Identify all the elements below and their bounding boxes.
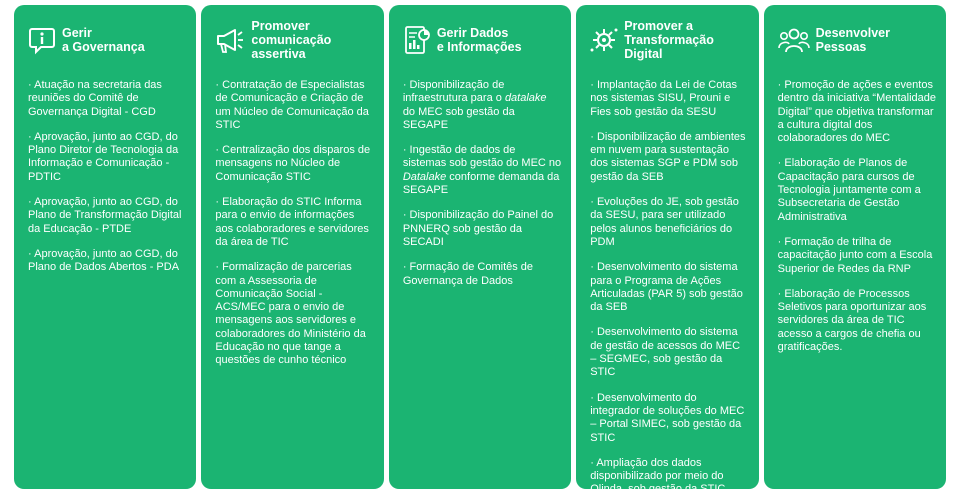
column-comunicacao bbox=[201, 5, 383, 489]
list-item: · Ampliação dos dados disponibilizado por meio do Olinda, sob gestão da STIC bbox=[590, 457, 748, 497]
column-header bbox=[28, 23, 186, 57]
column-governanca bbox=[14, 5, 196, 489]
column-header bbox=[590, 19, 748, 61]
column-dados bbox=[389, 5, 571, 489]
list-item: · Promoção de ações e eventos dentro da iniciativa “Mentalidade Digital” que objetiva transformar a cultura digital dos colaboradores do MEC bbox=[778, 79, 936, 145]
list-item: · Elaboração do STIC Informa para o envio de informações aos colaboradores e servidores da área de TIC bbox=[215, 196, 373, 249]
item-list bbox=[215, 79, 373, 368]
list-item: · Disponibilização de infraestrutura para o datalake do MEC sob gestão da SEGAPE bbox=[403, 79, 561, 132]
megaphone-icon bbox=[215, 26, 245, 54]
list-item: · Elaboração de Processos Seletivos para oportunizar aos servidores da área de TIC acesso a cargos de chefia ou gratificações. bbox=[778, 288, 936, 354]
column-header bbox=[778, 23, 936, 57]
column-transformacao bbox=[576, 5, 758, 496]
people-icon bbox=[778, 26, 810, 54]
gear-circuit-icon bbox=[590, 26, 618, 54]
list-item: · Desenvolvimento do sistema para o Programa de Ações Articuladas (PAR 5) sob gestão da SEB bbox=[590, 261, 748, 314]
column-title: Gerir Dados e Informações bbox=[436, 26, 522, 54]
list-item: · Aprovação, junto ao CGD, do Plano de Transformação Digital da Educação - PTDE bbox=[28, 196, 186, 236]
list-item: · Disponibilização do Painel do PNNERQ sob gestão da SECADI bbox=[403, 209, 561, 249]
item-list bbox=[590, 79, 748, 497]
list-item: · Formação de trilha de capacitação junto com a Escola Superior de Redes da RNP bbox=[778, 236, 936, 276]
item-list bbox=[28, 79, 186, 275]
list-item: · Contratação de Especialistas de Comunicação e Criação de um Núcleo de Comunicação da STIC bbox=[215, 79, 373, 132]
list-item: · Desenvolvimento do sistema de gestão de acessos do MEC – SEGMEC, sob gestão da STIC bbox=[590, 326, 748, 379]
column-header bbox=[403, 23, 561, 57]
item-list bbox=[778, 79, 936, 354]
info-chat-icon bbox=[28, 26, 56, 54]
column-pessoas bbox=[764, 5, 946, 489]
list-item: · Ingestão de dados de sistemas sob gestão do MEC no Datalake conforme demanda da SEGAPE bbox=[403, 144, 561, 197]
list-item: · Aprovação, junto ao CGD, do Plano de Dados Abertos - PDA bbox=[28, 248, 186, 275]
list-item: · Formalização de parcerias com a Assessoria de Comunicação Social - ACS/MEC para o envio de mensagens aos servidores e colaboradores do Ministério da Educação no que tange a questões de cunho técnico bbox=[215, 261, 373, 367]
list-item: · Aprovação, junto ao CGD, do Plano Diretor de Tecnologia da Informação e Comunicação - PDTIC bbox=[28, 131, 186, 184]
list-item: · Atuação na secretaria das reuniões do Comitê de Governança Digital - CGD bbox=[28, 79, 186, 119]
column-title: Desenvolver Pessoas bbox=[815, 26, 890, 54]
list-item: · Formação de Comitês de Governança de Dados bbox=[403, 261, 561, 288]
list-item: · Desenvolvimento do integrador de soluções do MEC – Portal SIMEC, sob gestão da STIC bbox=[590, 392, 748, 445]
list-item: · Elaboração de Planos de Capacitação para cursos de Tecnologia juntamente com a Subsecretaria de Gestão Administrativa bbox=[778, 157, 936, 223]
datalake-term: datalake bbox=[504, 92, 547, 105]
column-header bbox=[215, 19, 373, 61]
list-item: · Evoluções do JE, sob gestão da SESU, para ser utilizado pelos alunos beneficiários do PDM bbox=[590, 196, 748, 249]
item-list bbox=[403, 79, 561, 288]
list-item: · Centralização dos disparos de mensagens no Núcleo de Comunicação STIC bbox=[215, 144, 373, 184]
column-title: Promover a Transformação Digital bbox=[624, 19, 714, 61]
column-title: Gerir a Governança bbox=[62, 26, 145, 54]
data-report-icon bbox=[403, 25, 431, 55]
datalake-term: Datalake bbox=[402, 170, 447, 183]
column-title: Promover comunicação assertiva bbox=[251, 19, 332, 61]
list-item: · Implantação da Lei de Cotas nos sistemas SISU, Prouni e Fies sob gestão da SESU bbox=[590, 79, 748, 119]
list-item: · Disponibilização de ambientes em nuvem para sustentação dos sistemas SGP e PDM sob gestão da SEB bbox=[590, 131, 748, 184]
